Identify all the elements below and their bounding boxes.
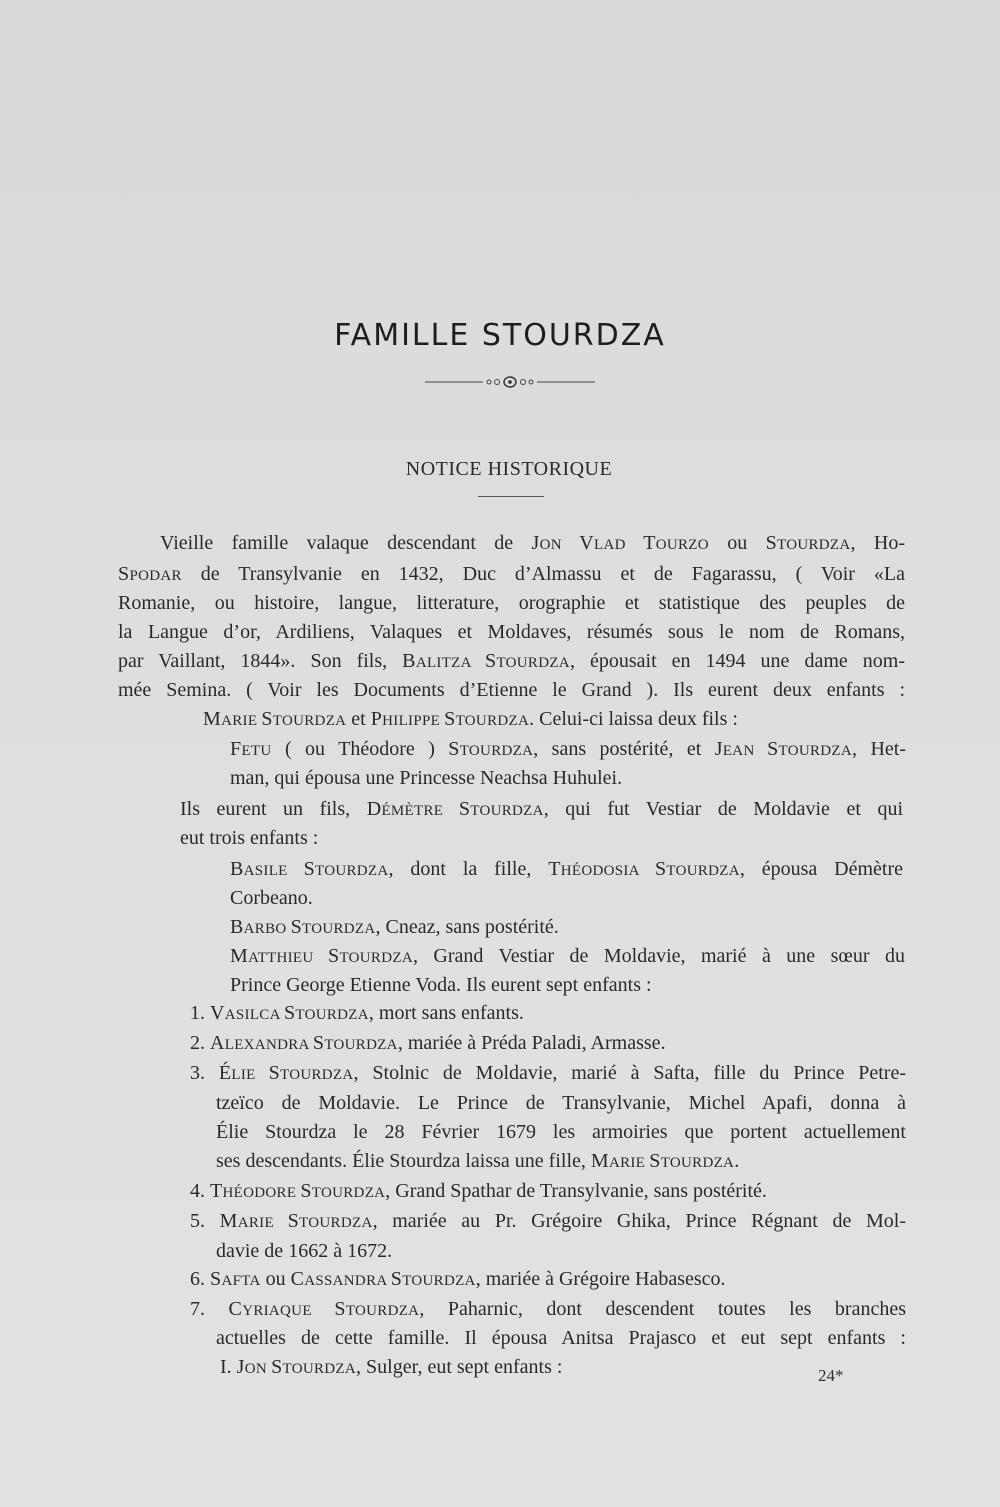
line-text: davie de 1662 à 1672. xyxy=(216,1240,393,1262)
line-text: 3. xyxy=(190,1062,219,1084)
page-title: FAMILLE STOURDZA xyxy=(334,318,666,353)
text-line xyxy=(118,677,905,703)
line-text: la Langue d’or, Ardiliens, Valaques et Moldaves, résumés sous le nom de Romans, xyxy=(118,621,905,643)
text-line xyxy=(230,972,652,998)
text-line xyxy=(160,530,905,558)
text-line xyxy=(216,1148,739,1176)
line-text: . Celui-ci laissa deux fils : xyxy=(529,708,738,730)
line-text: Vieille famille valaque descendant de xyxy=(160,532,532,554)
line-text: ses descendants. Élie Stourdza laissa une fille, xyxy=(216,1150,591,1172)
line-text: , Sulger, eut sept enfants : xyxy=(356,1356,563,1378)
line-text: mée Semina. ( Voir les Documents d’Etienne le Grand ). Ils eurent deux enfants : xyxy=(118,679,905,701)
line-text: , qui fut Vestiar de Moldavie et qui xyxy=(543,798,903,820)
text-line xyxy=(230,765,622,791)
name-smallcaps: THÉODOSIA STOURDZA xyxy=(548,858,740,880)
line-text: , mariée à Grégoire Habasesco. xyxy=(475,1268,726,1290)
name-smallcaps: VASILCA STOURDZA xyxy=(210,1002,369,1024)
text-line xyxy=(203,706,738,734)
name-smallcaps: CYRIAQUE STOURDZA xyxy=(228,1298,420,1320)
name-smallcaps: STOURDZA xyxy=(765,532,851,554)
name-smallcaps: BARBO STOURDZA xyxy=(230,916,376,938)
line-text: 2. xyxy=(190,1032,210,1054)
line-text: et xyxy=(346,708,371,730)
text-line xyxy=(190,1266,726,1294)
line-text: Romanie, ou histoire, langue, litterature, orographie et statistique des peuples de xyxy=(118,592,905,614)
text-line xyxy=(190,1030,666,1058)
name-smallcaps: BASILE STOURDZA xyxy=(230,858,389,880)
text-line xyxy=(118,619,905,645)
name-smallcaps: STOURDZA xyxy=(448,738,534,760)
line-text: , mort sans enfants. xyxy=(368,1002,524,1024)
name-smallcaps: CASSANDRA STOURDZA xyxy=(290,1268,476,1290)
line-text: , Cneaz, sans postérité. xyxy=(375,916,559,938)
line-text: actuelles de cette famille. Il épousa Anitsa Prajasco et eut sept enfants : xyxy=(216,1327,906,1349)
text-line xyxy=(216,1119,906,1145)
name-smallcaps: BALITZA STOURDZA xyxy=(402,650,570,672)
text-line xyxy=(230,885,313,911)
line-text: tzeïco de Moldavie. Le Prince de Transylvanie, Michel Apafi, donna à xyxy=(216,1092,906,1114)
name-smallcaps: DÉMÈTRE STOURDZA xyxy=(366,798,544,820)
line-text: , Stolnic de Moldavie, marié à Safta, fille du Prince Petre- xyxy=(353,1062,907,1084)
line-text: Ils eurent un fils, xyxy=(180,798,367,820)
text-line xyxy=(230,943,905,971)
line-text: ou xyxy=(260,1268,291,1290)
name-smallcaps: SPODAR xyxy=(118,563,182,585)
heading-rule xyxy=(478,496,544,497)
text-line xyxy=(230,914,559,942)
name-smallcaps: JON STOURDZA xyxy=(236,1356,357,1378)
name-smallcaps: JON VLAD TOURZO xyxy=(531,532,709,554)
line-text: , Ho- xyxy=(850,532,905,554)
line-text: I. xyxy=(220,1356,237,1378)
title-ornament xyxy=(425,374,595,390)
name-smallcaps: THÉODORE STOURDZA xyxy=(210,1180,386,1202)
text-line xyxy=(216,1238,392,1264)
line-text: , épousait en 1494 une dame nom- xyxy=(569,650,906,672)
line-text: eut trois enfants : xyxy=(180,827,319,849)
line-text: . xyxy=(734,1150,740,1172)
name-smallcaps: MARIE STOURDZA xyxy=(203,708,347,730)
line-text: , Grand Spathar de Transylvanie, sans postérité. xyxy=(385,1180,767,1202)
line-text: , dont la fille, xyxy=(388,858,549,880)
page-number: 24* xyxy=(818,1366,844,1385)
line-text: 5. xyxy=(190,1210,220,1232)
line-text: 4. xyxy=(190,1180,210,1202)
line-text: ( ou Théodore ) xyxy=(271,738,449,760)
line-text: , Grand Vestiar de Moldavie, marié à une sœur du xyxy=(412,945,905,967)
line-text: Prince George Etienne Voda. Ils eurent sept enfants : xyxy=(230,974,652,996)
text-line xyxy=(220,1354,562,1382)
name-smallcaps: ALEXANDRA STOURDZA xyxy=(210,1032,398,1054)
text-line xyxy=(190,1178,767,1206)
section-heading: NOTICE HISTORIQUE xyxy=(405,458,613,480)
text-line xyxy=(118,590,905,616)
text-line xyxy=(216,1090,906,1116)
name-smallcaps: FETU xyxy=(230,738,272,760)
line-text: , épousa Démètre xyxy=(739,858,904,880)
name-smallcaps: ÉLIE STOURDZA xyxy=(218,1062,354,1084)
line-text: 7. xyxy=(190,1298,229,1320)
line-text: man, qui épousa une Princesse Neachsa Huhulei. xyxy=(230,767,623,789)
line-text: , mariée au Pr. Grégoire Ghika, Prince Régnant de Mol- xyxy=(372,1210,906,1232)
text-line xyxy=(118,648,905,676)
line-text: 6. xyxy=(190,1268,210,1290)
text-line xyxy=(180,796,903,824)
text-line xyxy=(216,1325,906,1351)
text-line xyxy=(190,1208,906,1236)
line-text: de Transylvanie en 1432, Duc d’Almassu et de Fagarassu, ( Voir «La xyxy=(181,563,905,585)
text-line xyxy=(230,736,906,764)
text-line xyxy=(190,1296,906,1324)
text-line xyxy=(190,1000,524,1028)
text-line xyxy=(118,561,905,589)
line-text: ou xyxy=(708,532,766,554)
text-line xyxy=(230,856,903,884)
name-smallcaps: MARIE STOURDZA xyxy=(219,1210,373,1232)
text-line xyxy=(180,825,318,851)
name-smallcaps: PHILIPPE STOURDZA xyxy=(370,708,530,730)
line-text: par Vaillant, 1844». Son fils, xyxy=(118,650,403,672)
name-smallcaps: MARIE STOURDZA xyxy=(590,1150,735,1172)
line-text: , Het- xyxy=(852,738,906,760)
line-text: 1. xyxy=(190,1002,210,1024)
text-line xyxy=(190,1060,906,1088)
line-text: , sans postérité, et xyxy=(533,738,715,760)
name-smallcaps: SAFTA xyxy=(210,1268,261,1290)
name-smallcaps: JEAN STOURDZA xyxy=(714,738,853,760)
line-text: Élie Stourdza le 28 Février 1679 les armoiries que portent actuellement xyxy=(216,1121,906,1143)
name-smallcaps: MATTHIEU STOURDZA xyxy=(230,945,413,967)
line-text: , Paharnic, dont descendent toutes les branches xyxy=(419,1298,906,1320)
line-text: Corbeano. xyxy=(230,887,313,909)
line-text: , mariée à Préda Paladi, Armasse. xyxy=(397,1032,666,1054)
